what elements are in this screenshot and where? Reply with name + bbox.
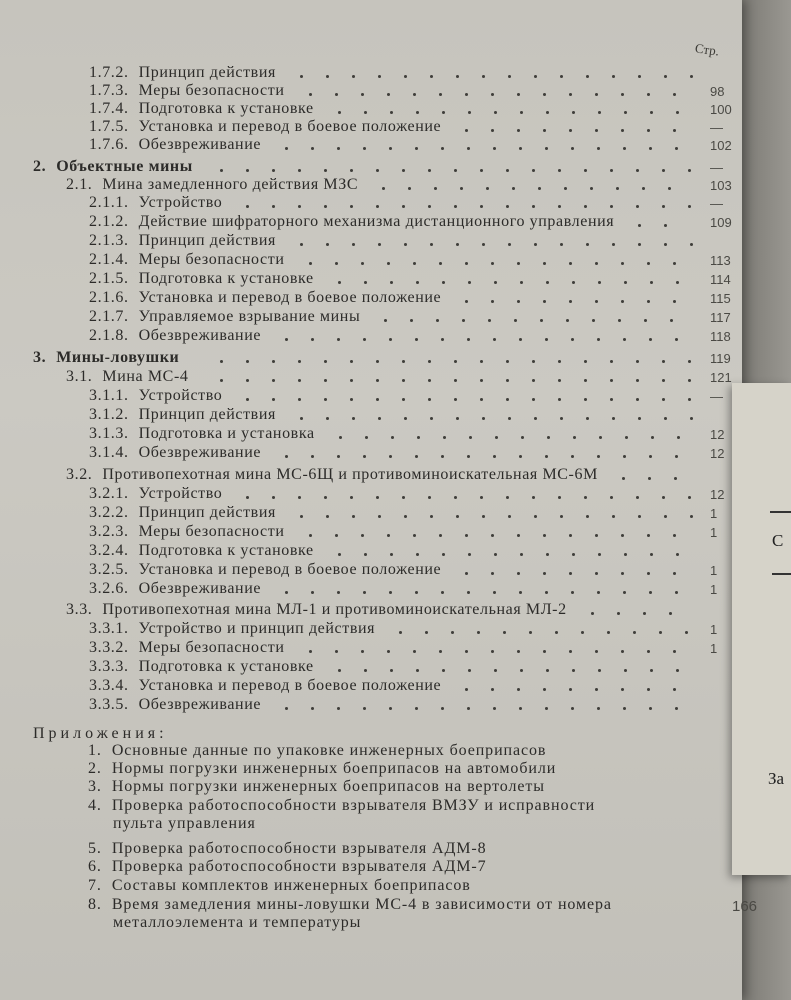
page-number: 103 <box>710 178 732 193</box>
entry-title: Установка и перевод в боевое положение <box>138 118 442 135</box>
appendix-title: Нормы погрузки инженерных боеприпасов на автомобили <box>111 760 557 777</box>
toc-subsection-entry <box>89 232 276 250</box>
entry-title: Обезвреживание <box>138 696 262 713</box>
entry-number: 2.1.3. <box>89 232 129 249</box>
appendix-entry <box>113 914 361 932</box>
entry-number: 2.1.7. <box>89 308 129 325</box>
page-number: 1 <box>710 563 718 578</box>
toc-subsection-entry <box>89 620 375 638</box>
entry-title: Меры безопасности <box>138 639 285 656</box>
entry-title: Обезвреживание <box>138 444 262 461</box>
appendix-entry <box>88 760 556 778</box>
toc-subsection-entry <box>89 308 360 326</box>
entry-title: Обезвреживание <box>138 136 262 153</box>
entry-number: 1.7.2. <box>89 64 129 81</box>
appendix-title: Проверка работоспособности взрывателя ВМЗУ и исправности <box>111 797 596 814</box>
entry-number: 3.1.4. <box>89 444 129 461</box>
page-number: 12 <box>710 427 725 442</box>
toc-subsection-entry <box>89 406 276 424</box>
entry-title: Установка и перевод в боевое положение <box>138 289 442 306</box>
entry-title: Принцип действия <box>138 232 276 249</box>
appendix-number: 6. <box>88 858 102 875</box>
toc-subsection-entry <box>89 696 261 714</box>
entry-title: Противопехотная мина МС-6Щ и противоминоискательная МС-6М <box>102 466 598 483</box>
appendix-entry <box>88 877 471 895</box>
appendix-entry <box>88 797 595 815</box>
toc-subsection-entry <box>89 82 285 100</box>
appendix-entry <box>88 778 545 796</box>
entry-number: 2.1.1. <box>89 194 129 211</box>
toc-subsection-entry <box>89 639 285 657</box>
card-mark-top: С <box>772 531 784 550</box>
toc-subsection-entry <box>89 213 614 231</box>
entry-number: 1.7.4. <box>89 100 129 117</box>
toc-subsection-entry <box>89 100 314 118</box>
entry-title: Принцип действия <box>138 504 276 521</box>
appendix-number: 2. <box>88 760 102 777</box>
entry-number: 3.3.2. <box>89 639 129 656</box>
toc-chapter-entry <box>66 368 189 386</box>
inserted-card <box>732 383 791 875</box>
appendix-number: 7. <box>88 877 102 894</box>
entry-title: Обезвреживание <box>138 327 262 344</box>
toc-subsection-entry <box>89 425 315 443</box>
appendix-number: 3. <box>88 778 102 795</box>
entry-title: Устройство <box>138 194 223 211</box>
entry-title: Обезвреживание <box>138 580 262 597</box>
entry-number: 3.1. <box>66 368 93 385</box>
page-number: 1 <box>710 506 718 521</box>
entry-title: Подготовка к установке <box>138 542 314 559</box>
entry-number: 3.1.3. <box>89 425 129 442</box>
page-number: 98 <box>710 84 725 99</box>
page-number: — <box>710 196 723 211</box>
page-number: 121 <box>710 370 732 385</box>
entry-title: Подготовка к установке <box>138 270 314 287</box>
entry-title: Установка и перевод в боевое положение <box>138 677 442 694</box>
entry-number: 2.1.4. <box>89 251 129 268</box>
appendix-title: Составы комплектов инженерных боеприпасов <box>111 877 471 894</box>
entry-number: 2.1.5. <box>89 270 129 287</box>
toc-subsection-entry <box>89 444 261 462</box>
entry-number: 3.2.5. <box>89 561 129 578</box>
entry-title: Устройство <box>138 485 223 502</box>
entry-number: 3.3.5. <box>89 696 129 713</box>
page-number: 117 <box>710 310 731 325</box>
toc-chapter-entry <box>66 601 567 619</box>
appendix-number: 1. <box>88 742 102 759</box>
appendix-title: пульта управления <box>113 815 256 832</box>
entry-title: Меры безопасности <box>138 82 285 99</box>
entry-number: 1.7.6. <box>89 136 129 153</box>
entry-title: Мина МС-4 <box>102 368 189 385</box>
entry-title: Устройство и принцип действия <box>138 620 376 637</box>
page-number: 1 <box>710 582 718 597</box>
entry-title: Подготовка и установка <box>138 425 315 442</box>
entry-number: 3.2.6. <box>89 580 129 597</box>
entry-number: 3.2.2. <box>89 504 129 521</box>
page-number: — <box>710 160 723 175</box>
entry-number: 1.7.3. <box>89 82 129 99</box>
entry-title: Установка и перевод в боевое положение <box>138 561 442 578</box>
page-number: 1 <box>710 525 718 540</box>
page-number: 12 <box>710 446 725 461</box>
appendix-title: Проверка работоспособности взрывателя АДМ-8 <box>111 840 487 857</box>
page-number: 12 <box>710 487 725 502</box>
toc-subsection-entry <box>89 136 261 154</box>
entry-number: 3.3.1. <box>89 620 129 637</box>
entry-title: Меры безопасности <box>138 523 285 540</box>
toc-subsection-entry <box>89 561 441 579</box>
toc-subsection-entry <box>89 542 314 560</box>
appendix-title: Основные данные по упаковке инженерных боеприпасов <box>111 742 547 759</box>
entry-number: 3.3.4. <box>89 677 129 694</box>
appendix-number: 4. <box>88 797 102 814</box>
entry-title: Меры безопасности <box>138 251 285 268</box>
appendix-number: 5. <box>88 840 102 857</box>
card-rule-bottom <box>772 573 791 575</box>
entry-number: 3. <box>33 349 47 366</box>
page-column-header: Стр. <box>694 40 721 59</box>
toc-subsection-entry <box>89 485 222 503</box>
entry-number: 3.2.3. <box>89 523 129 540</box>
entry-number: 3.3. <box>66 601 93 618</box>
page-number: 119 <box>710 351 731 366</box>
appendix-title: Нормы погрузки инженерных боеприпасов на вертолеты <box>111 778 545 795</box>
entry-number: 3.2. <box>66 466 93 483</box>
entry-title: Противопехотная мина МЛ-1 и противоминоискательная МЛ-2 <box>102 601 567 618</box>
entry-title: Действие шифраторного механизма дистанционного управления <box>138 213 615 230</box>
entry-number: 3.3.3. <box>89 658 129 675</box>
entry-number: 2. <box>33 158 47 175</box>
entry-number: 3.1.2. <box>89 406 129 423</box>
page-number: — <box>710 389 723 404</box>
entry-title: Управляемое взрывание мины <box>138 308 361 325</box>
page-number: 166 <box>732 898 758 915</box>
toc-section-heading <box>33 158 193 176</box>
appendix-title: металлоэлемента и температуры <box>113 914 362 931</box>
appendix-entry <box>113 815 256 833</box>
toc-subsection-entry <box>89 387 222 405</box>
page-number: 118 <box>710 329 731 344</box>
appendix-number: 8. <box>88 896 102 913</box>
toc-subsection-entry <box>89 677 441 695</box>
page-number: — <box>710 120 723 135</box>
toc-chapter-entry <box>66 466 598 484</box>
page-number: 102 <box>710 138 732 153</box>
entry-title: Подготовка к установке <box>138 658 314 675</box>
entry-title: Мины-ловушки <box>56 349 180 366</box>
entry-number: 3.2.1. <box>89 485 129 502</box>
toc-chapter-entry <box>66 176 358 194</box>
entry-number: 3.1.1. <box>89 387 129 404</box>
entry-number: 3.2.4. <box>89 542 129 559</box>
entry-number: 2.1.6. <box>89 289 129 306</box>
entry-title: Принцип действия <box>138 406 276 423</box>
entry-title: Устройство <box>138 387 223 404</box>
appendix-title: Время замедления мины-ловушки МС-4 в зависимости от номера <box>111 896 612 913</box>
entry-title: Принцип действия <box>138 64 276 81</box>
toc-subsection-entry <box>89 523 285 541</box>
toc-subsection-entry <box>89 658 314 676</box>
page-number: 115 <box>710 291 731 306</box>
appendix-heading: Приложения: <box>33 725 168 742</box>
toc-subsection-entry <box>89 289 441 307</box>
appendix-entry <box>88 896 612 914</box>
entry-title: Мина замедленного действия МЗС <box>102 176 359 193</box>
toc-subsection-entry <box>89 251 285 269</box>
toc-section-heading <box>33 349 179 367</box>
toc-subsection-entry <box>89 118 441 136</box>
toc-subsection-entry <box>89 194 222 212</box>
entry-number: 2.1.2. <box>89 213 129 230</box>
appendix-title: Проверка работоспособности взрывателя АДМ-7 <box>111 858 487 875</box>
page-number: 1 <box>710 641 718 656</box>
toc-subsection-entry <box>89 270 314 288</box>
appendix-entry <box>88 858 487 876</box>
appendix-entry <box>88 742 546 760</box>
toc-subsection-entry <box>89 504 276 522</box>
page-number: 109 <box>710 215 732 230</box>
page-number: 100 <box>710 102 732 117</box>
entry-number: 1.7.5. <box>89 118 129 135</box>
card-rule-top <box>770 511 791 513</box>
entry-number: 2.1.8. <box>89 327 129 344</box>
appendix-entry <box>88 840 487 858</box>
card-mark-bottom: За <box>768 769 785 788</box>
entry-title: Объектные мины <box>56 158 193 175</box>
page-number: 1 <box>710 622 718 637</box>
entry-title: Подготовка к установке <box>138 100 314 117</box>
toc-subsection-entry <box>89 327 261 345</box>
page-number: 114 <box>710 272 731 287</box>
toc-subsection-entry <box>89 580 261 598</box>
entry-number: 2.1. <box>66 176 93 193</box>
toc-subsection-entry <box>89 64 276 82</box>
page-number: 113 <box>710 253 731 268</box>
